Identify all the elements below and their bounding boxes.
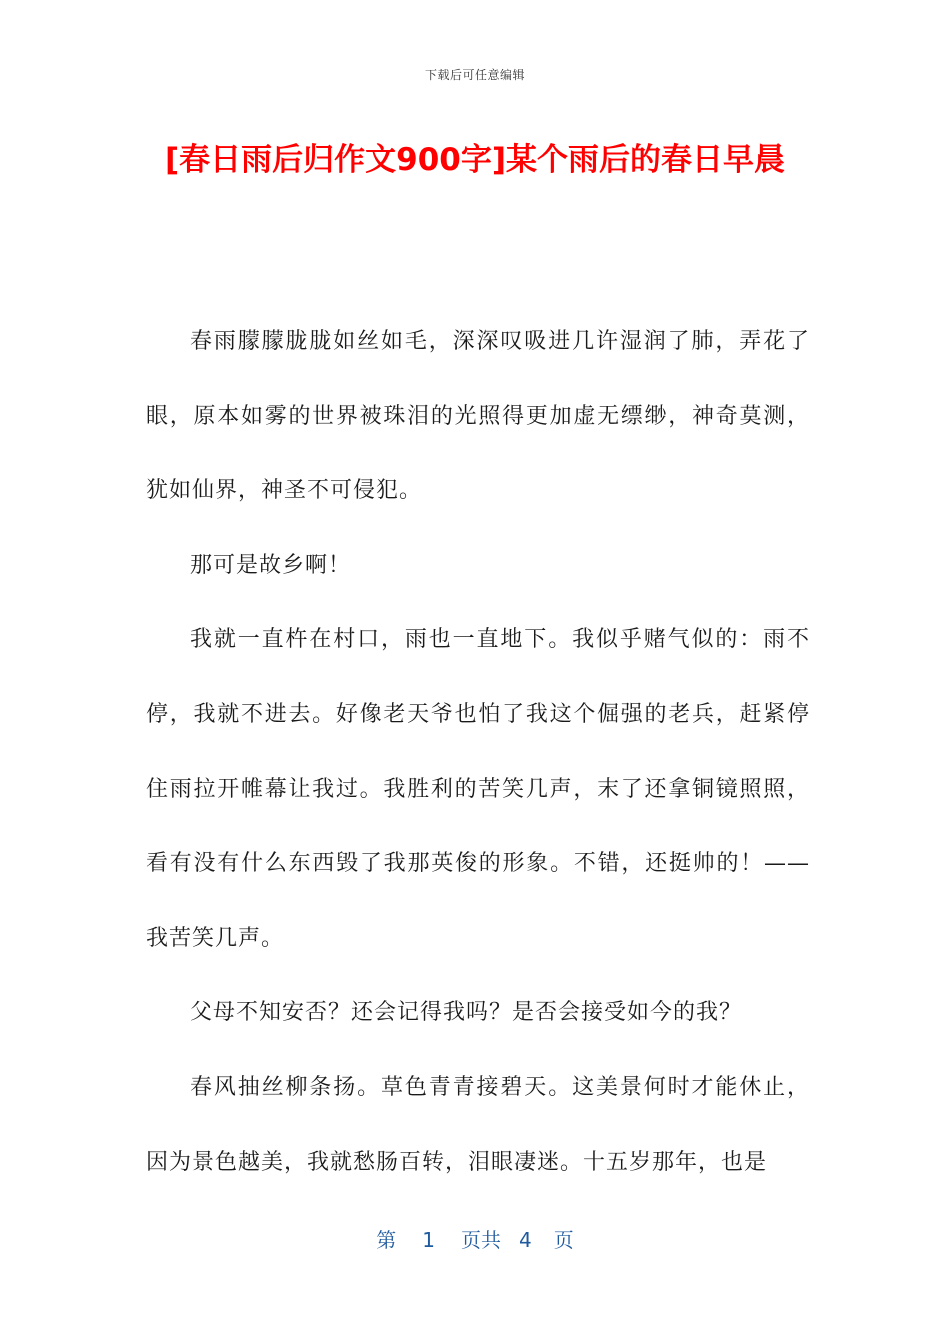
header-note: 下载后可任意编辑: [424, 68, 525, 82]
document-title: [春日雨后归作文900字]某个雨后的春日早晨: [164, 142, 786, 178]
page-footer: [0, 1224, 950, 1253]
total-pages-number: 4: [519, 1228, 532, 1252]
footer-middle: 页共: [461, 1228, 501, 1252]
paragraph: 那可是故乡啊！: [190, 552, 352, 578]
paragraph: 春风抽丝柳条扬。草色青青接碧天。这美景何时才能休止，因为景色越美，我就愁肠百转，泪眼凄迷。十五岁那年，也是: [146, 1074, 810, 1175]
footer-suffix: 页: [553, 1228, 574, 1252]
current-page-number: 1: [422, 1228, 435, 1252]
paragraph: 父母不知安否？还会记得我吗？是否会接受如今的我？: [190, 1000, 743, 1026]
footer-prefix: 第: [376, 1228, 397, 1252]
paragraph: 春雨朦朦胧胧如丝如毛，深深叹吸进几许湿润了肺，弄花了眼，原本如雾的世界被珠泪的光照得更加虚无缥缈，神奇莫测，犹如仙界，神圣不可侵犯。: [146, 329, 810, 504]
paragraph: 我就一直杵在村口，雨也一直地下。我似乎赌气似的：雨不停，我就不进去。好像老天爷也怕了我这个倔强的老兵，赶紧停住雨拉开帷幕让我过。我胜利的苦笑几声，末了还拿铜镜照照，看有没有什么东西毁了我那英俊的形象。不错，还挺帅的！——我苦笑几声。: [146, 627, 810, 951]
article-body: [146, 305, 810, 1200]
